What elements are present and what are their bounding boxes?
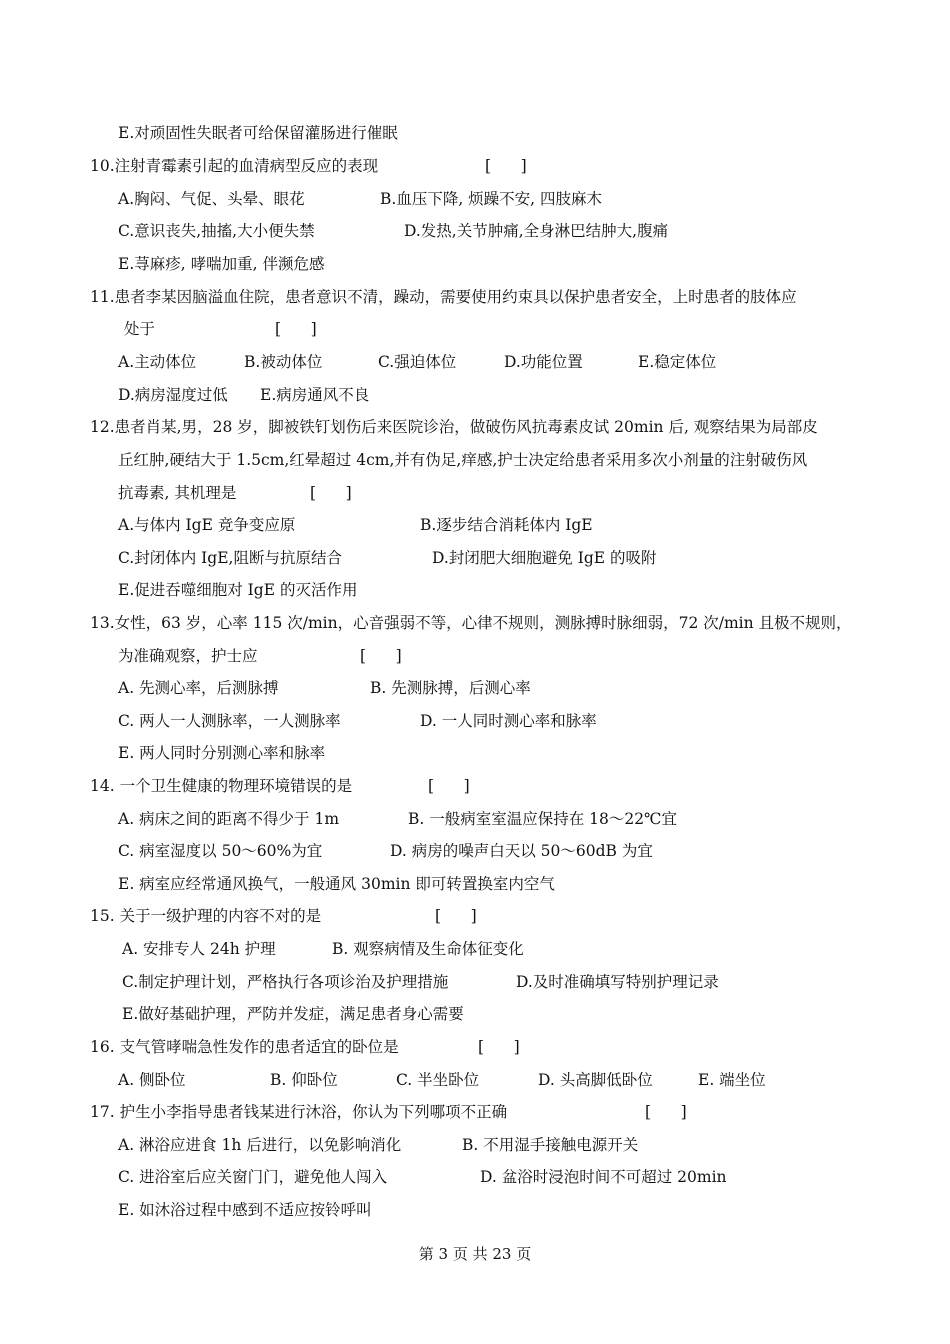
option-b: B. 观察病情及生命体征变化 [332,940,524,958]
answer-bracket: [ ] [435,907,477,925]
question-17: 17. 护生小李指导患者钱某进行沐浴，你认为下列哪项不正确 [90,1103,508,1121]
option-e: E. 如沐浴过程中感到不适应按铃呼叫 [118,1201,372,1219]
option-b: B. 一般病室室温应保持在 18～22℃宜 [408,810,677,828]
option-d: D.病房湿度过低 [118,386,228,404]
option-a: A. 病床之间的距离不得少于 1m [118,810,340,828]
question-12: 12.患者肖某,男，28 岁，脚被铁钉划伤后来医院诊治，做破伤风抗毒素皮试 20min 后, 观察结果为局部皮 [90,418,818,436]
option-e: E. 端坐位 [698,1071,766,1089]
option-d: D. 头高脚低卧位 [538,1071,653,1089]
option-a: A. 侧卧位 [118,1071,186,1089]
question-10: 10.注射青霉素引起的血清病型反应的表现 [90,157,379,175]
question-11: 11.患者李某因脑溢血住院，患者意识不清，躁动，需要使用约束具以保护患者安全，上时患者的肢体应 [90,288,797,306]
option-e: E.稳定体位 [638,353,717,371]
answer-bracket: [ ] [478,1038,520,1056]
option-d: D. 盆浴时浸泡时间不可超过 20min [480,1168,727,1186]
option-d: D.功能位置 [504,353,583,371]
option-e: E.病房通风不良 [260,386,370,404]
option-c: C. 半坐卧位 [396,1071,480,1089]
option-e: E.促进吞噬细胞对 IgE 的灭活作用 [118,581,358,599]
option-c: C. 两人一人测脉率，一人测脉率 [118,712,341,730]
option-b: B. 仰卧位 [270,1071,338,1089]
option-c: C.封闭体内 IgE,阻断与抗原结合 [118,549,342,567]
option-c: C. 进浴室后应关窗门门，避免他人闯入 [118,1168,388,1186]
option-c: C.意识丧失,抽搐,大小便失禁 [118,222,315,240]
option-b: B.血压下降, 烦躁不安, 四肢麻木 [380,190,603,208]
answer-bracket: [ ] [310,484,352,502]
option-e: E. 两人同时分别测心率和脉率 [118,744,326,762]
option-b: B.逐步结合消耗体内 IgE [420,516,593,534]
option-a: A.胸闷、气促、头晕、眼花 [118,190,305,208]
option-b: B. 不用湿手接触电源开关 [462,1136,639,1154]
option-b: B. 先测脉搏，后测心率 [370,679,531,697]
answer-bracket: [ ] [645,1103,687,1121]
option-e: E.荨麻疹, 哮喘加重, 伴濒危感 [118,255,325,273]
option-a: A.与体内 IgE 竞争变应原 [118,516,296,534]
answer-bracket: [ ] [428,777,470,795]
option-d: D.封闭肥大细胞避免 IgE 的吸附 [432,549,657,567]
option-c: C.强迫体位 [378,353,457,371]
question-12-cont: 丘红肿,硬结大于 1.5cm,红晕超过 4cm,并有伪足,痒感,护士决定给患者采用多次小剂量的注射破伤风 [118,451,808,469]
question-13-cont: 为准确观察，护士应 [118,647,258,665]
question-16: 16. 支气管哮喘急性发作的患者适宜的卧位是 [90,1038,399,1056]
option-a: A.主动体位 [118,353,197,371]
option-a: A. 安排专人 24h 护理 [122,940,276,958]
question-14: 14. 一个卫生健康的物理环境错误的是 [90,777,353,795]
option-e: E.做好基础护理，严防并发症，满足患者身心需要 [122,1005,464,1023]
option-d: D. 病房的噪声白天以 50～60dB 为宜 [390,842,653,860]
option-a: A. 淋浴应进食 1h 后进行，以免影响消化 [118,1136,402,1154]
option-a: A. 先测心率，后测脉搏 [118,679,279,697]
option-b: B.被动体位 [244,353,323,371]
answer-bracket: [ ] [275,320,317,338]
question-11-cont: 处于 [124,320,156,338]
question-12-cont: 抗毒素, 其机理是 [118,484,237,502]
option-d: D.发热,关节肿痛,全身淋巴结肿大,腹痛 [404,222,669,240]
answer-bracket: [ ] [485,157,527,175]
question-15: 15. 关于一级护理的内容不对的是 [90,907,322,925]
option-e: E. 病室应经常通风换气，一般通风 30min 即可转置换室内空气 [118,875,555,893]
page-footer: 第 3 页 共 23 页 [418,1245,532,1263]
question-13: 13.女性，63 岁，心率 115 次/min，心音强弱不等，心律不规则，测脉搏时脉细弱，72 次/min 且极不规则， [90,614,852,632]
option-d: D. 一人同时测心率和脉率 [420,712,597,730]
option-c: C.制定护理计划，严格执行各项诊治及护理措施 [122,973,449,991]
option-c: C. 病室湿度以 50～60%为宜 [118,842,323,860]
answer-bracket: [ ] [360,647,402,665]
option-d: D.及时准确填写特别护理记录 [516,973,719,991]
option-line: E.对顽固性失眠者可给保留灌肠进行催眠 [118,124,398,142]
